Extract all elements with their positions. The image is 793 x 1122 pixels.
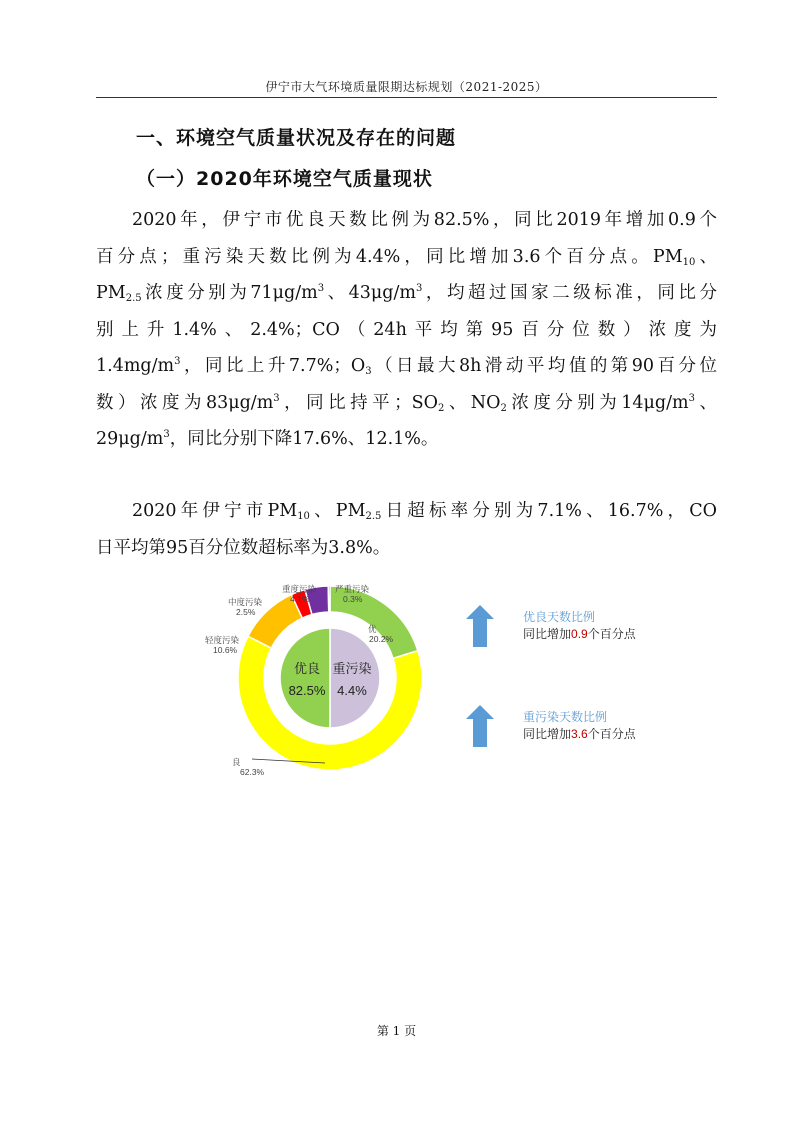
outer-label-1: 优 [368,624,377,634]
annotation-text [523,726,637,741]
superscript: 3 [163,429,170,440]
para2-line [96,493,717,530]
subsection-heading: （一）2020年环境空气质量现状 [136,168,433,190]
para1-line [96,312,717,349]
outer-value-4: 2.5% [236,607,256,617]
para2-line [96,530,717,567]
subscript: 3 [365,366,372,377]
outer-value-6: 0.3% [343,594,363,604]
text-run: 日平均第95百分位数超标率为3.8%。 [96,537,391,558]
text-run: 、 [695,246,718,267]
page-header: 伊宁市大气环境质量限期达标规划（2021-2025） [265,80,548,94]
text-run: 别上升1.4%、2.4%；CO（24h平均第95百分位数）浓度为 [96,319,717,340]
text-run: ，均超过国家二级标准，同比分 [422,283,717,303]
para1-line [96,275,717,312]
paragraph-exceed-rate [96,493,717,566]
header-rule [96,97,717,98]
subscript: 2.5 [125,293,142,304]
para1-line [96,421,717,458]
air-quality-chart [190,583,690,783]
annotation-prefix: 同比增加 [523,727,572,741]
para1-line [96,348,717,385]
up-arrow-icon [466,705,494,747]
outer-label-4: 中度污染 [228,597,263,607]
ring-slice-6 [328,586,330,612]
inner-label-good: 优良 [293,661,321,676]
superscript: 3 [688,392,695,404]
paragraph-air-quality [96,202,717,458]
outer-label-2: 良 [232,757,241,767]
annotation-title: 重污染天数比例 [523,710,608,724]
outer-value-3: 10.6% [213,645,238,655]
annotation-prefix: 同比增加 [523,627,572,641]
annotation-title: 优良天数比例 [523,610,596,624]
text-run: PM [96,283,126,303]
para1-line [96,239,717,276]
superscript: 3 [416,283,423,294]
text-run: ，同比上升7.7%；O [180,356,366,376]
text-run: 、PM [309,501,366,521]
outer-value-1: 20.2% [369,634,394,644]
text-run: 、NO [444,392,501,413]
text-run: 2020年，伊宁市优良天数比例为82.5%，同比2019年增加0.9个 [132,210,717,230]
text-run: ，同比持平；SO [279,392,438,413]
text-run: 数）浓度为83μg/m [96,392,274,413]
section-heading: 一、环境空气质量状况及存在的问题 [136,127,457,149]
page-number: 第 1 页 [376,1024,417,1038]
inner-value-good: 82.5% [288,683,326,698]
superscript: 3 [174,356,181,367]
subscript: 2.5 [365,511,382,522]
text-run: 29μg/m [96,429,164,449]
text-run: 2020年伊宁市PM [132,501,298,521]
superscript: 3 [273,392,280,404]
annotation-suffix: 个百分点 [587,627,636,641]
superscript: 3 [317,283,325,294]
outer-value-5: 4.1% [290,594,310,604]
outer-label-5: 重度污染 [282,584,317,594]
text-run: 浓度分别为14μg/m [506,392,689,413]
annotation-suffix: 个百分点 [587,727,636,741]
text-run: 浓度分别为71μg/m [141,283,318,303]
annotation-text [523,626,637,641]
text-run: 、 [695,392,717,413]
outer-label-3: 轻度污染 [205,635,240,645]
text-run: 、43μg/m [324,283,416,303]
annotation-value: 0.9 [571,627,588,641]
para1-line [96,385,717,422]
subscript: 10 [682,256,696,268]
inner-value-heavy: 4.4% [337,683,367,698]
donut-chart-svg [190,583,690,783]
text-run: 日超标率分别为7.1%、16.7%，CO [381,501,717,521]
para1-line [96,202,717,239]
annotation-value: 3.6 [571,727,588,741]
inner-label-heavy: 重污染 [332,661,372,676]
up-arrow-icon [466,605,494,647]
text-run: （日最大8h滑动平均值的第90百分位 [371,356,718,376]
subscript: 10 [297,511,310,522]
text-run: ，同比分别下降17.6%、12.1%。 [169,429,439,449]
text-run: 1.4mg/m [96,356,175,376]
subscript: 2 [437,402,445,414]
outer-value-2: 62.3% [240,767,265,777]
inner-slice-good [280,628,330,728]
text-run: 百分点；重污染天数比例为4.4%，同比增加3.6个百分点。PM [96,246,683,267]
subscript: 2 [500,402,507,414]
outer-label-6: 严重污染 [335,584,370,594]
